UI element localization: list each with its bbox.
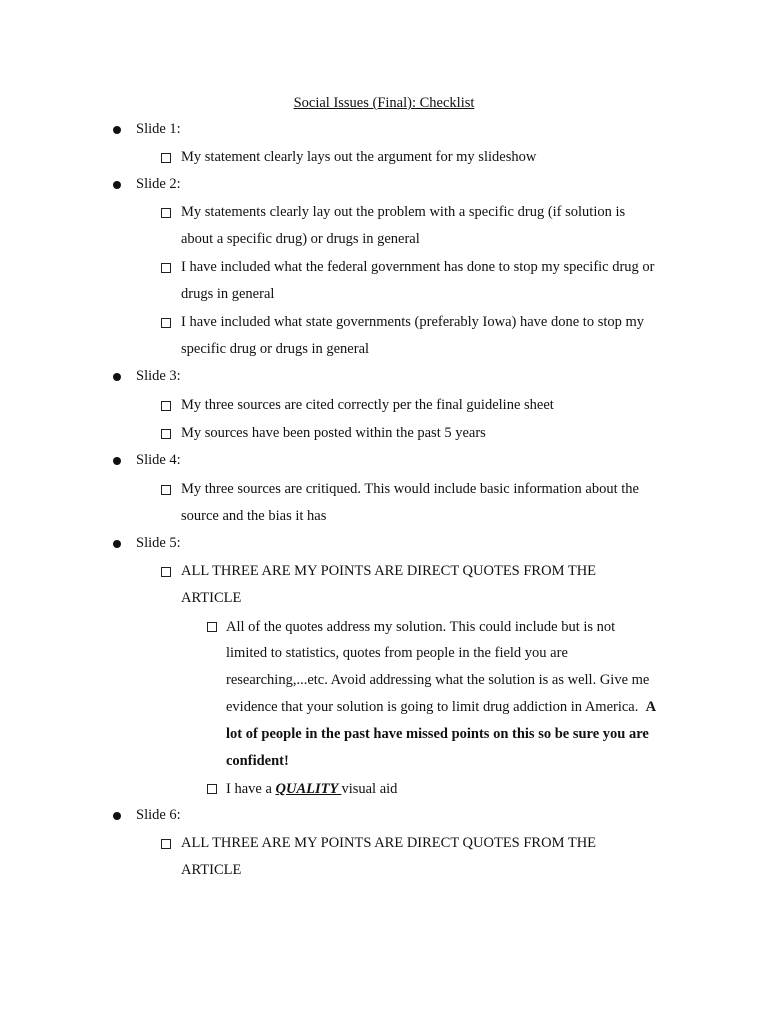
checklist-item-text: about a specific drug) or drugs in general [181,231,420,247]
checklist-item-text: My statement clearly lays out the argument for my slideshow [181,149,537,165]
slide-4-label: Slide 4: [136,452,181,468]
page-title: Social Issues (Final): Checklist [293,95,475,111]
checkbox[interactable] [207,622,217,632]
checklist-item-text: My three sources are critiqued. This would include basic information about the [181,481,639,497]
checkbox[interactable] [161,401,171,411]
sub-item-text-part: evidence that your solution is going to limit drug addiction in America. [226,699,639,715]
sub-item-text [226,776,397,803]
bullet-dot [113,126,121,134]
slide-1-label: Slide 1: [136,121,181,137]
checklist-item-text: specific drug or drugs in general [181,341,370,357]
checklist-item-text: ALL THREE ARE MY POINTS ARE DIRECT QUOTES FROM THE [181,563,597,579]
checkbox[interactable] [161,153,171,163]
bullet-dot [113,373,121,381]
bullet-dot [113,457,121,465]
bullet-dot [113,812,121,820]
checklist-item-text: ALL THREE ARE MY POINTS ARE DIRECT QUOTES FROM THE [181,835,597,851]
slide-6-label: Slide 6: [136,807,181,823]
sub-item-text: All of the quotes address my solution. This could include but is not [226,619,616,635]
checkbox[interactable] [161,567,171,577]
checklist-item-text: My three sources are cited correctly per the final guideline sheet [181,397,554,413]
checkbox[interactable] [161,263,171,273]
slide-5-label: Slide 5: [136,535,181,551]
checklist-item-text: My statements clearly lay out the problem with a specific drug (if solution is [181,204,626,220]
checklist-item-text: ARTICLE [181,862,242,878]
checkbox[interactable] [161,208,171,218]
slide-2-label: Slide 2: [136,176,181,192]
slide-3-label: Slide 3: [136,368,181,384]
checkbox[interactable] [161,429,171,439]
sub-item-suffix: visual aid [341,781,398,797]
checklist-item-text: My sources have been posted within the past 5 years [181,425,486,441]
bold-text: A [645,699,657,715]
sub-item-text: researching,...etc. Avoid addressing what the solution is as well. Give me [226,672,650,688]
bold-text: lot of people in the past have missed points on this so be sure you are [226,726,649,742]
checklist-item-text: ARTICLE [181,590,242,606]
sub-item-text [226,694,656,721]
checklist-item-text: I have included what the federal government has done to stop my specific drug or [181,259,655,275]
checkbox[interactable] [161,485,171,495]
checkbox[interactable] [161,318,171,328]
checklist-item-text: source and the bias it has [181,508,327,524]
quality-emphasis: QUALITY [275,781,342,797]
checkbox[interactable] [161,839,171,849]
sub-item-text: limited to statistics, quotes from people in the field you are [226,645,568,661]
checklist-item-text: I have included what state governments (preferably Iowa) have done to stop my [181,314,645,330]
checklist-item-text: drugs in general [181,286,275,302]
checkbox[interactable] [207,784,217,794]
bullet-dot [113,540,121,548]
bullet-dot [113,181,121,189]
sub-item-prefix: I have a [226,781,276,797]
bold-text: confident! [226,753,289,769]
